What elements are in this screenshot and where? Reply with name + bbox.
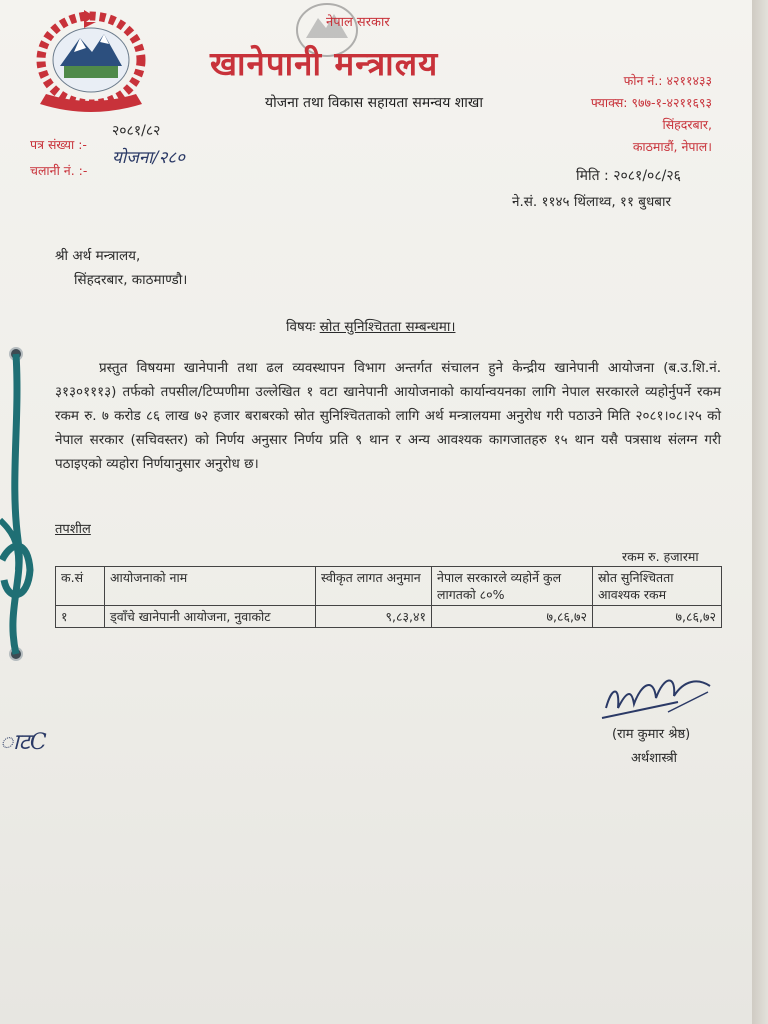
row-project: ड्वाँचे खानेपानी आयोजना, नुवाकोट bbox=[105, 606, 316, 628]
subject bbox=[286, 315, 455, 339]
table-row bbox=[56, 606, 722, 628]
recipient-line-2: सिंहदरबार, काठमाण्डौ। bbox=[74, 272, 188, 288]
margin-scribble: ाटC bbox=[0, 730, 47, 755]
letter-no-label: पत्र संख्या :- bbox=[30, 137, 87, 152]
signatory-name: (राम कुमार श्रेष्ठ) bbox=[612, 727, 691, 742]
dispatch-label: चलानी नं. :- bbox=[30, 163, 88, 178]
ministry-name: खानेपानी मन्त्रालय bbox=[210, 44, 439, 83]
table-header-row bbox=[56, 567, 722, 606]
row-approved: ९,८३,४१ bbox=[316, 606, 432, 628]
signature-icon bbox=[598, 668, 718, 728]
header-source: स्रोत सुनिश्चितता आवश्यक रकम bbox=[593, 567, 722, 606]
fax: फ्याक्स: ९७७-१-४२११६९३ bbox=[590, 95, 712, 110]
row-govt-share: ७,८६,७२ bbox=[432, 606, 593, 628]
schedule-table bbox=[55, 566, 722, 628]
binding-string-icon bbox=[0, 340, 40, 670]
header-project: आयोजनाको नाम bbox=[105, 567, 316, 606]
government-label: नेपाल सरकार bbox=[326, 15, 390, 30]
row-source: ७,८६,७२ bbox=[593, 606, 722, 628]
date-line: मिति : २०८१/०८/२६ bbox=[576, 168, 681, 184]
address-line-2: काठमाडौं, नेपाल। bbox=[632, 139, 712, 154]
header-sn: क.सं bbox=[56, 567, 105, 606]
header-govt-share: नेपाल सरकारले व्यहोर्ने कुल लागतको ८०% bbox=[432, 567, 593, 606]
dispatch-value bbox=[112, 145, 185, 168]
dispatch-value-text: योजना/२८० bbox=[112, 148, 185, 168]
row-sn: १ bbox=[56, 606, 105, 628]
phone: फोन नं.: ४२११४३३ bbox=[623, 73, 712, 88]
nepal-emblem-icon bbox=[30, 8, 152, 120]
contact-block bbox=[591, 70, 712, 158]
letter-no-value: २०८१/८२ bbox=[112, 123, 161, 139]
header-approved: स्वीकृत लागत अनुमान bbox=[316, 567, 432, 606]
signatory-title: अर्थशास्त्री bbox=[631, 751, 678, 766]
recipient-line-1: श्री अर्थ मन्त्रालय, bbox=[55, 248, 141, 264]
paper-edge bbox=[752, 0, 768, 1024]
body-paragraph: प्रस्तुत विषयमा खानेपानी तथा ढल व्यवस्थापन विभाग अन्तर्गत संचालन हुने केन्द्रीय खानेपानी आयोजना (ब.उ.शि.नं. ३१३०१११३) तर्फको तपसील/टिप्पणीमा उल्लेखित १ वटा खानेपानी आयोजनाको कार्यान्वयनका लागि नेपाल सरकारले व्यहोर्नुपर्ने रकम रकम रु. ७ करोड ८६ लाख ७२ हजार बराबरको स्रोत सुनिश्चितताको लागि अर्थ मन्त्रालयमा अनुरोध गरी पठाउने मिति २०८१।०८।२५ को नेपाल सरकार (सचिवस्तर) को निर्णय अनुसार निर्णय प्रति ९ थान र अन्य आवश्यक कागजातहरु १५ थान यसै पत्रसाथ संलग्न गरी पठाइएको व्यहोरा निर्णयानुसार अनुरोध छ। bbox=[55, 360, 721, 472]
schedule-heading: तपशील bbox=[55, 522, 91, 537]
unit-note: रकम रु. हजारमा bbox=[622, 549, 699, 564]
subject-text: स्रोत सुनिश्चितता सम्बन्धमा। bbox=[319, 319, 456, 335]
address-line-1: सिंहदरबार, bbox=[662, 117, 712, 132]
nepal-era-date: ने.सं. ११४५ थिंलाथ्व, ११ बुधबार bbox=[512, 194, 672, 210]
branch-name: योजना तथा विकास सहायता समन्वय शाखा bbox=[265, 95, 483, 111]
subject-label: विषयः bbox=[286, 319, 316, 335]
